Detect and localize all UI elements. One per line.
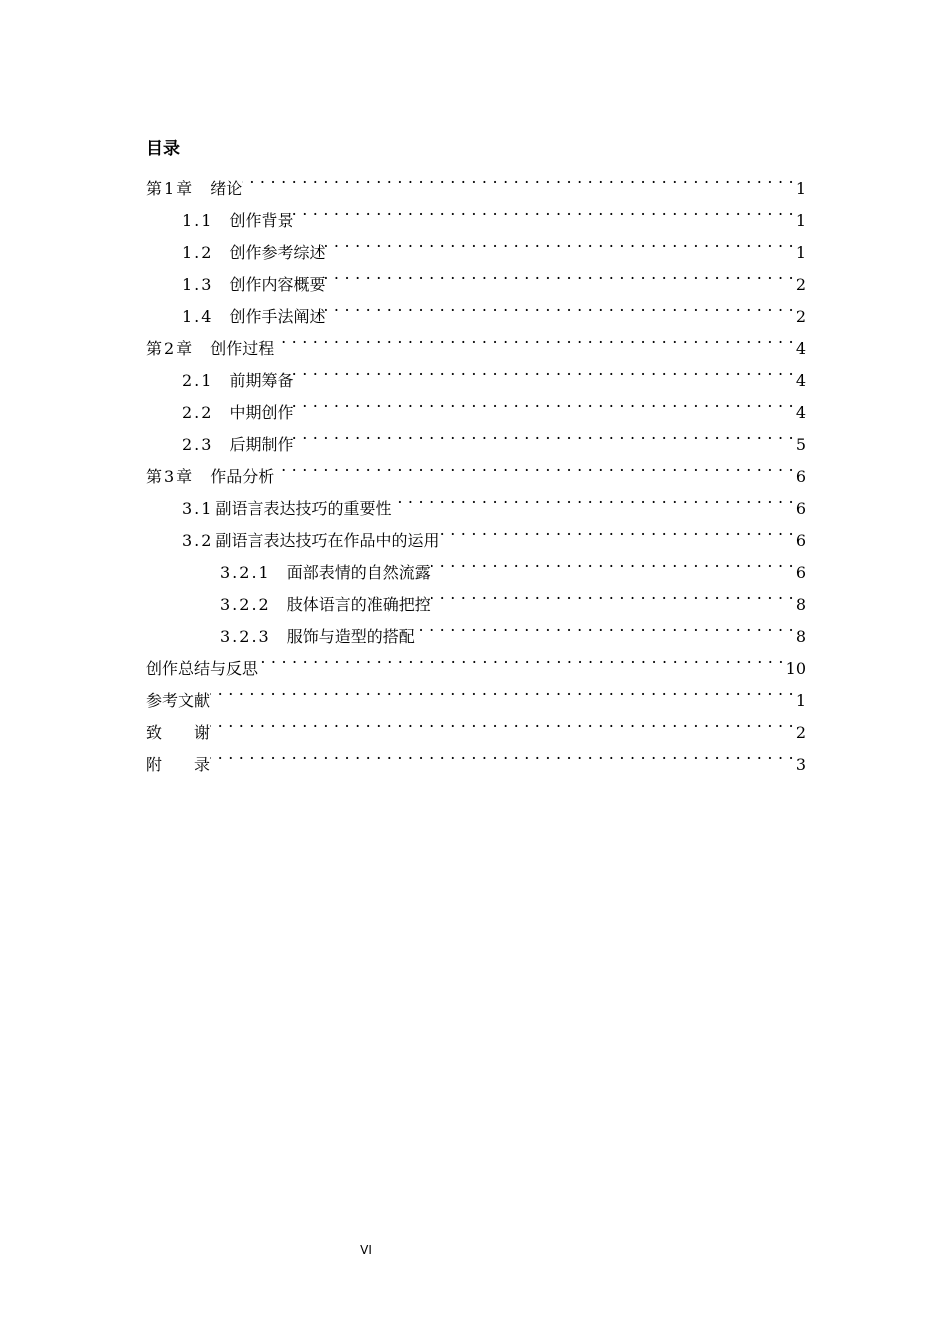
toc-entry-title bbox=[146, 685, 210, 717]
toc-entry-page: 1 bbox=[795, 243, 806, 262]
toc-entry-title bbox=[182, 365, 293, 397]
toc-entry-page: 4 bbox=[795, 403, 806, 422]
dot-leader bbox=[210, 674, 794, 706]
toc-list bbox=[146, 162, 806, 774]
toc-entry-text: 致 谢 bbox=[146, 723, 211, 742]
toc-entry-text: 副语言表达技巧在作品中的运用 bbox=[215, 531, 440, 550]
toc-entry-text: 服饰与造型的搭配 bbox=[286, 627, 415, 646]
toc-entry-page: 8 bbox=[795, 595, 806, 614]
toc-entry-title bbox=[146, 749, 210, 781]
dot-leader bbox=[391, 482, 793, 514]
toc-entry[interactable] bbox=[146, 738, 806, 774]
toc-entry-text: 创作总结与反思 bbox=[146, 659, 259, 678]
dot-leader bbox=[210, 706, 794, 738]
toc-entry-text: 作品分析 bbox=[210, 467, 275, 486]
toc-entry-title bbox=[146, 173, 242, 205]
toc-entry-title bbox=[182, 237, 325, 269]
toc-entry-text: 面部表情的自然流露 bbox=[286, 563, 431, 582]
dot-leader bbox=[431, 578, 794, 610]
toc-entry-number: 2.1 bbox=[182, 371, 214, 390]
toc-entry-text: 创作手法阐述 bbox=[229, 307, 326, 326]
toc-entry-page: 2 bbox=[795, 723, 806, 742]
dot-leader bbox=[293, 386, 793, 418]
toc-entry-title bbox=[146, 461, 274, 493]
toc-entry-number: 1.3 bbox=[182, 275, 214, 294]
toc-entry-title bbox=[182, 493, 391, 525]
toc-entry-number: 第3章 bbox=[146, 467, 195, 486]
toc-entry-title bbox=[182, 205, 293, 237]
toc-entry-text: 附 录 bbox=[146, 755, 211, 774]
toc-entry-page: 6 bbox=[795, 499, 806, 518]
toc-entry[interactable] bbox=[146, 162, 806, 198]
dot-leader bbox=[242, 162, 794, 194]
toc-heading: 目录 bbox=[146, 139, 180, 159]
dot-leader bbox=[293, 194, 793, 226]
toc-entry-page: 1 bbox=[795, 691, 806, 710]
toc-entry-page: 1 bbox=[795, 179, 806, 198]
toc-entry-number: 3.2.2 bbox=[220, 595, 271, 614]
toc-entry[interactable] bbox=[146, 706, 806, 742]
toc-entry-text: 前期筹备 bbox=[229, 371, 294, 390]
toc-entry-text: 后期制作 bbox=[229, 435, 294, 454]
toc-entry-page: 2 bbox=[795, 275, 806, 294]
dot-leader bbox=[210, 738, 794, 770]
toc-entry-text: 创作过程 bbox=[210, 339, 275, 358]
toc-entry-number: 2.2 bbox=[182, 403, 214, 422]
dot-leader bbox=[274, 322, 794, 354]
dot-leader bbox=[293, 354, 793, 386]
dot-leader bbox=[431, 546, 794, 578]
toc-entry-number: 2.3 bbox=[182, 435, 214, 454]
toc-entry-page: 6 bbox=[795, 563, 806, 582]
toc-entry-text: 创作内容概要 bbox=[229, 275, 326, 294]
toc-entry-page: 4 bbox=[795, 339, 806, 358]
toc-entry-title bbox=[182, 269, 325, 301]
toc-entry-page: 10 bbox=[785, 659, 806, 678]
toc-entry[interactable] bbox=[146, 194, 806, 230]
dot-leader bbox=[325, 226, 793, 258]
toc-entry-text: 肢体语言的准确把控 bbox=[286, 595, 431, 614]
toc-entry-page: 3 bbox=[795, 755, 806, 774]
toc-entry-title bbox=[220, 557, 431, 589]
toc-entry-text: 中期创作 bbox=[229, 403, 294, 422]
dot-leader bbox=[274, 450, 794, 482]
toc-entry-title bbox=[220, 589, 431, 621]
toc-entry-title bbox=[146, 333, 274, 365]
toc-entry-page: 5 bbox=[795, 435, 806, 454]
toc-entry-number: 第2章 bbox=[146, 339, 195, 358]
toc-entry-page: 8 bbox=[795, 627, 806, 646]
toc-entry-text: 绪论 bbox=[210, 179, 243, 198]
toc-entry-page: 6 bbox=[795, 531, 806, 550]
toc-entry-text: 副语言表达技巧的重要性 bbox=[215, 499, 392, 518]
toc-entry-title bbox=[182, 525, 439, 557]
toc-entry-page: 2 bbox=[795, 307, 806, 326]
toc-entry-number: 3.1 bbox=[182, 499, 214, 518]
dot-leader bbox=[258, 642, 784, 674]
toc-entry-text: 参考文献 bbox=[146, 691, 211, 710]
toc-entry-number: 1.2 bbox=[182, 243, 214, 262]
toc-entry-page: 1 bbox=[795, 211, 806, 230]
toc-entry-number: 1.4 bbox=[182, 307, 214, 326]
toc-entry-number: 3.2.1 bbox=[220, 563, 271, 582]
toc-entry-text: 创作参考综述 bbox=[229, 243, 326, 262]
toc-entry-number: 3.2 bbox=[182, 531, 214, 550]
dot-leader bbox=[325, 258, 793, 290]
table-of-contents bbox=[146, 136, 806, 774]
dot-leader bbox=[325, 290, 793, 322]
toc-entry-title bbox=[182, 397, 293, 429]
toc-entry-page: 4 bbox=[795, 371, 806, 390]
toc-entry-text: 创作背景 bbox=[229, 211, 294, 230]
toc-entry[interactable] bbox=[146, 674, 806, 710]
toc-entry-number: 3.2.3 bbox=[220, 627, 271, 646]
dot-leader bbox=[415, 610, 794, 642]
toc-entry-number: 1.1 bbox=[182, 211, 214, 230]
dot-leader bbox=[439, 514, 793, 546]
dot-leader bbox=[293, 418, 793, 450]
toc-entry-title bbox=[146, 717, 210, 749]
page-number-footer: VI bbox=[360, 1243, 372, 1257]
toc-entry-page: 6 bbox=[795, 467, 806, 486]
toc-entry-number: 第1章 bbox=[146, 179, 195, 198]
